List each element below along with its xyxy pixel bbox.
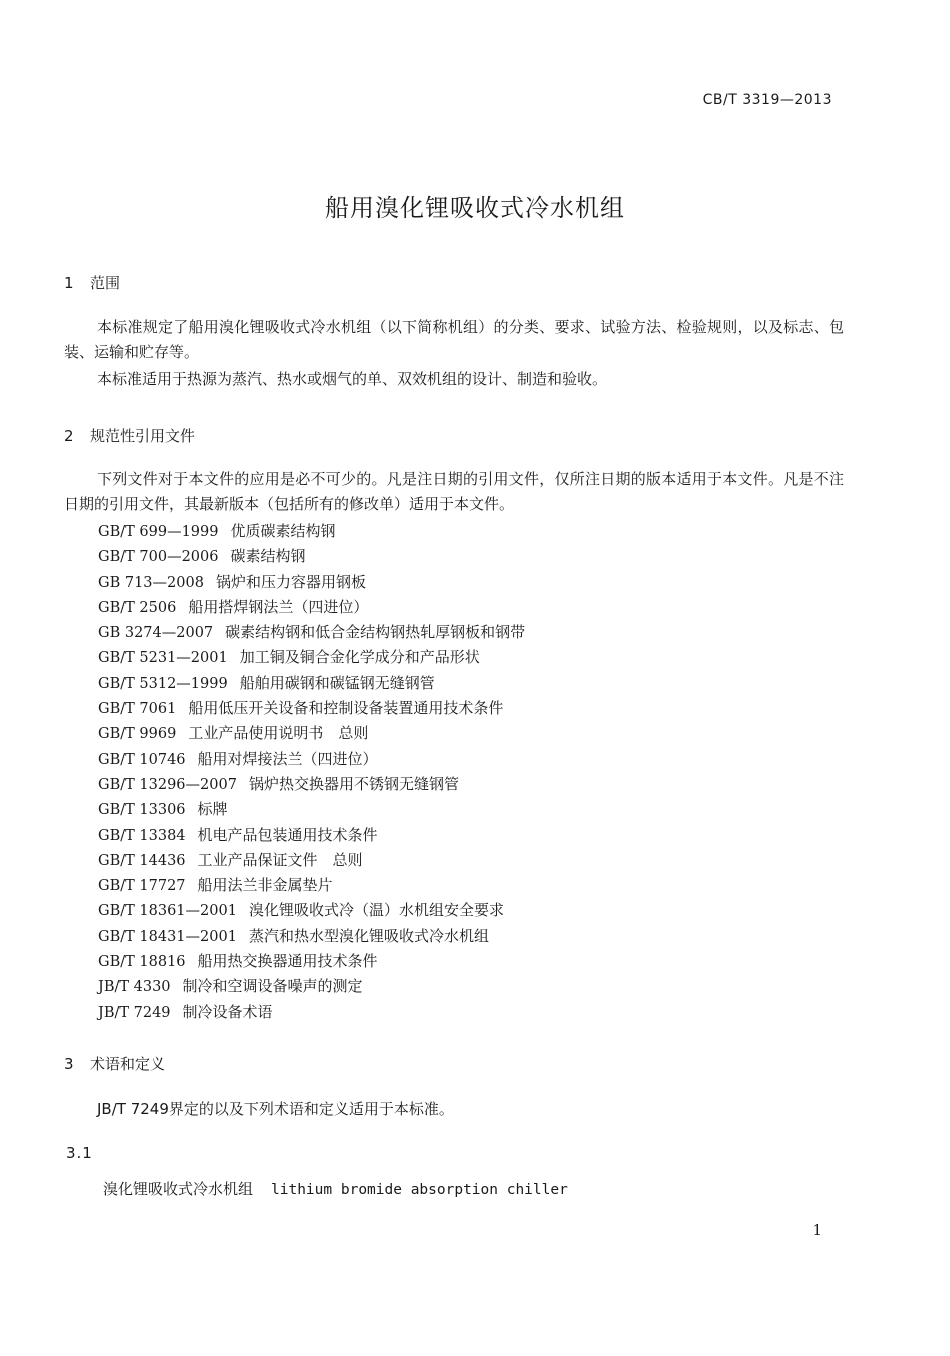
reference-code: GB/T 2506 xyxy=(98,599,177,616)
term-entry xyxy=(103,1178,568,1199)
reference-title: 工业产品保证文件 总则 xyxy=(197,850,363,869)
section-number: 3 xyxy=(64,1055,74,1073)
reference-code: GB/T 18431—2001 xyxy=(98,928,237,945)
reference-title: 碳素结构钢 xyxy=(230,547,306,566)
reference-item xyxy=(98,873,525,898)
reference-title: 船用法兰非金属垫片 xyxy=(197,876,333,895)
reference-code: GB/T 17727 xyxy=(98,878,186,895)
reference-code: GB/T 18816 xyxy=(98,954,186,971)
scope-paragraph: 本标准规定了船用溴化锂吸收式冷水机组（以下简称机组）的分类、要求、试验方法、检验规则，以及标志、包装、运输和贮存等。 xyxy=(64,318,844,361)
reference-code: GB/T 5231—2001 xyxy=(98,650,228,667)
reference-item xyxy=(98,620,525,645)
section-number: 1 xyxy=(64,274,74,292)
reference-title: 制冷和空调设备噪声的测定 xyxy=(182,977,363,996)
reference-item xyxy=(98,595,525,620)
reference-item xyxy=(98,974,525,999)
reference-title: 加工铜及铜合金化学成分和产品形状 xyxy=(239,648,480,667)
reference-code: GB/T 7061 xyxy=(98,701,177,718)
term-english: lithium bromide absorption chiller xyxy=(271,1182,568,1198)
scope-paragraph: 本标准适用于热源为蒸汽、热水或烟气的单、双效机组的设计、制造和验收。 xyxy=(97,370,608,388)
terms-intro-paragraph: JB/T 7249界定的以及下列术语和定义适用于本标准。 xyxy=(97,1100,454,1118)
reference-title: 制冷设备术语 xyxy=(182,1002,273,1021)
reference-code: GB/T 699—1999 xyxy=(98,524,219,540)
reference-title: 标牌 xyxy=(197,800,228,819)
reference-item xyxy=(98,671,525,696)
reference-title: 蒸汽和热水型溴化锂吸收式冷水机组 xyxy=(248,926,489,945)
reference-title: 工业产品使用说明书 总则 xyxy=(188,724,369,743)
reference-item xyxy=(98,544,525,569)
section-2-heading xyxy=(64,425,195,446)
reference-item xyxy=(98,645,525,670)
reference-code: GB 713—2008 xyxy=(98,574,204,591)
reference-code: GB/T 10746 xyxy=(98,751,186,768)
section-title: 术语和定义 xyxy=(90,1055,166,1073)
section-3-heading xyxy=(64,1053,165,1074)
reference-item xyxy=(98,848,525,873)
reference-code: JB/T 4330 xyxy=(98,979,171,996)
reference-list xyxy=(98,519,525,1025)
reference-title: 船用低压开关设备和控制设备装置通用技术条件 xyxy=(188,699,504,718)
reference-item xyxy=(98,696,525,721)
reference-item xyxy=(98,797,525,822)
reference-code: GB/T 14436 xyxy=(98,852,186,869)
reference-item xyxy=(98,570,525,595)
reference-code: GB/T 5312—1999 xyxy=(98,675,228,692)
reference-title: 碳素结构钢和低合金结构钢热轧厚钢板和钢带 xyxy=(225,623,526,642)
section-number: 2 xyxy=(64,427,74,445)
document-title: 船用溴化锂吸收式冷水机组 xyxy=(325,194,625,222)
reference-title: 锅炉和压力容器用钢板 xyxy=(215,572,366,591)
page-number: 1 xyxy=(812,1221,822,1239)
reference-code: GB/T 13306 xyxy=(98,802,186,819)
section-title: 范围 xyxy=(90,274,121,292)
reference-item xyxy=(98,1000,525,1025)
reference-title: 船用搭焊钢法兰（四进位） xyxy=(188,597,369,616)
reference-item xyxy=(98,721,525,746)
reference-title: 船舶用碳钢和碳锰钢无缝钢管 xyxy=(239,673,435,692)
reference-title: 优质碳素结构钢 xyxy=(230,522,336,540)
reference-item xyxy=(98,772,525,797)
term-chinese: 溴化锂吸收式冷水机组 xyxy=(103,1180,254,1198)
reference-code: GB/T 18361—2001 xyxy=(98,903,237,920)
reference-item xyxy=(98,949,525,974)
reference-title: 溴化锂吸收式冷（温）水机组安全要求 xyxy=(248,901,504,920)
section-title: 规范性引用文件 xyxy=(90,427,196,445)
reference-title: 锅炉热交换器用不锈钢无缝钢管 xyxy=(248,774,459,793)
section-1-heading xyxy=(64,272,120,293)
reference-title: 机电产品包装通用技术条件 xyxy=(197,825,378,844)
reference-code: JB/T 7249 xyxy=(98,1004,171,1021)
reference-item xyxy=(98,747,525,772)
reference-code: GB/T 13384 xyxy=(98,827,186,844)
reference-code: GB/T 13296—2007 xyxy=(98,776,237,793)
reference-code: GB/T 700—2006 xyxy=(98,549,219,566)
reference-item xyxy=(98,519,525,544)
reference-code: GB/T 9969 xyxy=(98,726,177,743)
reference-title: 船用热交换器通用技术条件 xyxy=(197,952,378,971)
reference-code: GB 3274—2007 xyxy=(98,625,214,642)
reference-item xyxy=(98,823,525,848)
reference-item xyxy=(98,898,525,923)
standard-number: CB/T 3319—2013 xyxy=(702,92,832,108)
references-intro-paragraph: 下列文件对于本文件的应用是必不可少的。凡是注日期的引用文件，仅所注日期的版本适用于本文件。凡是不注日期的引用文件，其最新版本（包括所有的修改单）适用于本文件。 xyxy=(64,470,844,513)
reference-item xyxy=(98,924,525,949)
term-number: 3.1 xyxy=(66,1144,93,1162)
reference-title: 船用对焊接法兰（四进位） xyxy=(197,749,378,768)
